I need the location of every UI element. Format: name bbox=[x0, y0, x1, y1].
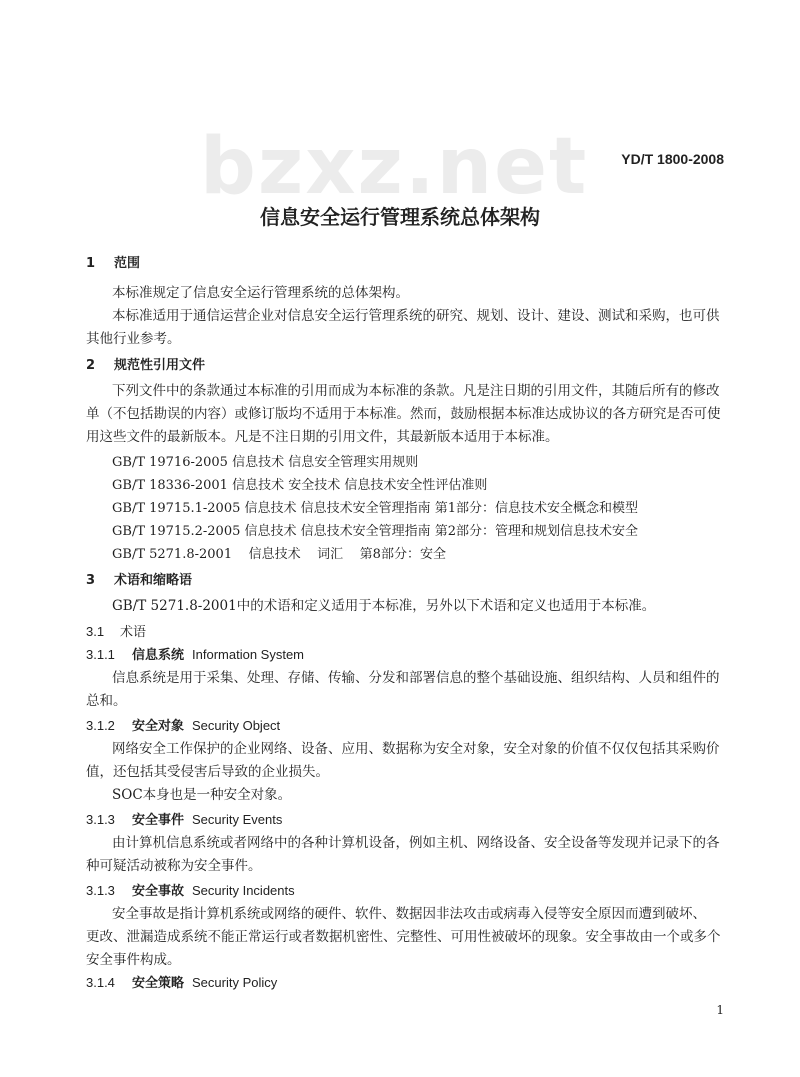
term-english: Security Policy bbox=[192, 975, 278, 990]
term-chinese: 安全策略 bbox=[132, 976, 185, 991]
paragraph-line: 值，还包括其受侵害后导致的企业损失。 bbox=[86, 764, 329, 780]
paragraph-line: 由计算机信息系统或者网络中的各种计算机设备，例如主机、网络设备、安全设备等发现并记录下的各 bbox=[112, 835, 720, 851]
term-chinese: 安全对象 bbox=[132, 719, 185, 734]
section-title: 规范性引用文件 bbox=[114, 358, 206, 373]
standard-number: YD/T 1800-2008 bbox=[621, 151, 724, 167]
term-chinese: 信息系统 bbox=[132, 648, 185, 663]
reference-item: GB/T 5271.8-2001 信息技术 词汇 第8部分：安全 bbox=[112, 547, 446, 562]
paragraph-line: 安全事件构成。 bbox=[86, 952, 181, 968]
paragraph-line: 用这些文件的最新版本。凡是不注日期的引用文件，其最新版本适用于本标准。 bbox=[86, 429, 559, 445]
term-english: Security Object bbox=[192, 718, 281, 733]
term-english: Security Incidents bbox=[192, 883, 295, 898]
paragraph-line: 安全事故是指计算机系统或网络的硬件、软件、数据因非法攻击或病毒入侵等安全原因而遭到破坏、 bbox=[112, 906, 706, 922]
reference-item: GB/T 19715.2-2005 信息技术 信息技术安全管理指南 第2部分：管理和规划信息技术安全 bbox=[112, 524, 639, 539]
paragraph-line: 总和。 bbox=[86, 693, 127, 709]
section-title: 范围 bbox=[114, 256, 141, 271]
reference-item: GB/T 19716-2005 信息技术 信息安全管理实用规则 bbox=[112, 455, 419, 470]
term-number: 3.1.2 bbox=[86, 718, 115, 733]
paragraph-line: 种可疑活动被称为安全事件。 bbox=[86, 858, 262, 874]
term-3-1-1-heading bbox=[86, 648, 304, 662]
term-3-1-3-events-heading bbox=[86, 813, 282, 827]
watermark-text: bzxz.net bbox=[200, 122, 589, 212]
term-number: 3.1.1 bbox=[86, 647, 115, 662]
page-number: 1 bbox=[716, 1003, 724, 1017]
section-number: 3 bbox=[86, 573, 96, 588]
reference-item: GB/T 19715.1-2005 信息技术 信息技术安全管理指南 第1部分：信息技术安全概念和模型 bbox=[112, 501, 639, 516]
term-number: 3.1.4 bbox=[86, 975, 115, 990]
document-title: 信息安全运行管理系统总体架构 bbox=[260, 205, 540, 229]
paragraph-line: 单（不包括勘误的内容）或修订版均不适用于本标准。然而，鼓励根据本标准达成协议的各方研究是否可使 bbox=[86, 406, 721, 422]
paragraph-line: 信息系统是用于采集、处理、存储、传输、分发和部署信息的整个基础设施、组织结构、人员和组件的 bbox=[112, 670, 720, 686]
term-3-1-2-heading bbox=[86, 719, 280, 733]
paragraph-line: 网络安全工作保护的企业网络、设备、应用、数据称为安全对象，安全对象的价值不仅仅包括其采购价 bbox=[112, 741, 720, 757]
paragraph-line: 本标准规定了信息安全运行管理系统的总体架构。 bbox=[112, 285, 409, 301]
term-chinese: 安全事故 bbox=[132, 884, 185, 899]
section-number: 1 bbox=[86, 256, 96, 271]
reference-item: GB/T 18336-2001 信息技术 安全技术 信息技术安全性评估准则 bbox=[112, 478, 488, 493]
section-2-heading bbox=[86, 359, 205, 372]
term-3-1-4-heading bbox=[86, 976, 277, 990]
subsection-title: 术语 bbox=[120, 625, 147, 640]
paragraph-line: 本标准适用于通信运营企业对信息安全运行管理系统的研究、规划、设计、建设、测试和采购，也可供 bbox=[112, 308, 720, 324]
paragraph-line: SOC本身也是一种安全对象。 bbox=[112, 787, 292, 803]
term-3-1-3-incidents-heading bbox=[86, 884, 295, 898]
section-1-heading bbox=[86, 257, 140, 270]
term-english: Information System bbox=[192, 647, 305, 662]
term-number: 3.1.3 bbox=[86, 812, 115, 827]
paragraph-line: GB/T 5271.8-2001中的术语和定义适用于本标准，另外以下术语和定义也适用于本标准。 bbox=[112, 598, 656, 614]
paragraph-line: 其他行业参考。 bbox=[86, 331, 181, 347]
subsection-3-1 bbox=[86, 625, 146, 639]
section-number: 2 bbox=[86, 358, 96, 373]
paragraph-line: 下列文件中的条款通过本标准的引用而成为本标准的条款。凡是注日期的引用文件，其随后所有的修改 bbox=[112, 383, 720, 399]
section-3-heading bbox=[86, 574, 192, 587]
term-chinese: 安全事件 bbox=[132, 813, 185, 828]
paragraph-line: 更改、泄漏造成系统不能正常运行或者数据机密性、完整性、可用性被破坏的现象。安全事故由一个或多个 bbox=[86, 929, 721, 945]
section-title: 术语和缩略语 bbox=[114, 573, 193, 588]
subsection-number: 3.1 bbox=[86, 624, 105, 639]
term-english: Security Events bbox=[192, 812, 283, 827]
term-number: 3.1.3 bbox=[86, 883, 115, 898]
